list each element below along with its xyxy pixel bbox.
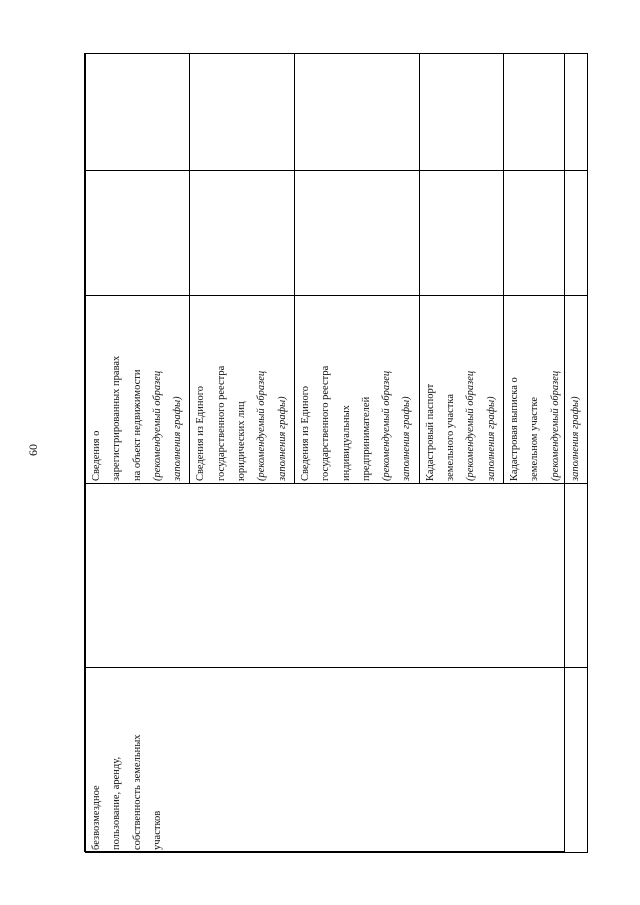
empty-cell xyxy=(294,54,419,171)
empty-cell xyxy=(190,171,294,296)
rotated-table-container xyxy=(85,54,581,853)
empty-cell xyxy=(190,54,294,171)
document-line: земельном участке xyxy=(529,396,541,481)
service-description-line: пользование, аренду, xyxy=(111,756,123,850)
empty-cell xyxy=(419,171,503,296)
document-cell xyxy=(419,296,503,484)
document-line: предпринимателей xyxy=(360,396,372,481)
document-note: заполнения графы) xyxy=(485,396,497,481)
document-note: заполнения графы) xyxy=(276,396,288,481)
document-line: зарегистрированных правах xyxy=(111,355,123,481)
table-row xyxy=(86,54,190,853)
document-table-frame xyxy=(84,53,581,852)
document-note: (рекомендуемый образец xyxy=(151,370,163,481)
empty-cell xyxy=(86,171,190,296)
page-number: 60 xyxy=(26,444,40,456)
document-line: юридических лиц xyxy=(236,401,248,481)
document-line: на объект недвижимости xyxy=(131,369,143,481)
service-description-line: участков xyxy=(151,810,163,850)
document-line: Кадастровая выписка о xyxy=(508,377,520,481)
document-note: (рекомендуемый образец xyxy=(381,370,393,481)
document-note: (рекомендуемый образец xyxy=(256,370,268,481)
document-note: (рекомендуемый образец xyxy=(465,370,477,481)
empty-cell xyxy=(86,484,588,668)
document-line: Сведения о xyxy=(91,430,102,481)
document-line: государственного реестра xyxy=(320,365,332,481)
service-description-line: собственность земельных xyxy=(131,734,143,850)
document-note: заполнения графы) xyxy=(401,396,413,481)
document-line: государственного реестра xyxy=(215,365,227,481)
document-line: земельного участка xyxy=(445,394,457,481)
document-line: индивидуальных xyxy=(340,405,352,481)
empty-cell xyxy=(419,54,503,171)
empty-cell xyxy=(86,54,190,171)
service-description-cell xyxy=(86,668,588,853)
document-note: заполнения графы) xyxy=(569,396,581,481)
document-table xyxy=(85,53,588,853)
document-line: Кадастровый паспорт xyxy=(424,383,436,481)
document-cell xyxy=(294,296,419,484)
empty-cell xyxy=(294,171,419,296)
empty-cell xyxy=(503,54,587,171)
document-cell xyxy=(190,296,294,484)
document-note: (рекомендуемый образец xyxy=(549,370,561,481)
document-line: Сведения из Единого xyxy=(195,385,207,481)
document-cell xyxy=(503,296,587,484)
document-line: Сведения из Единого xyxy=(299,385,311,481)
document-cell xyxy=(86,296,190,484)
empty-cell xyxy=(503,171,587,296)
service-description-line: безвозмездное xyxy=(91,785,102,850)
document-note: заполнения графы) xyxy=(172,396,184,481)
